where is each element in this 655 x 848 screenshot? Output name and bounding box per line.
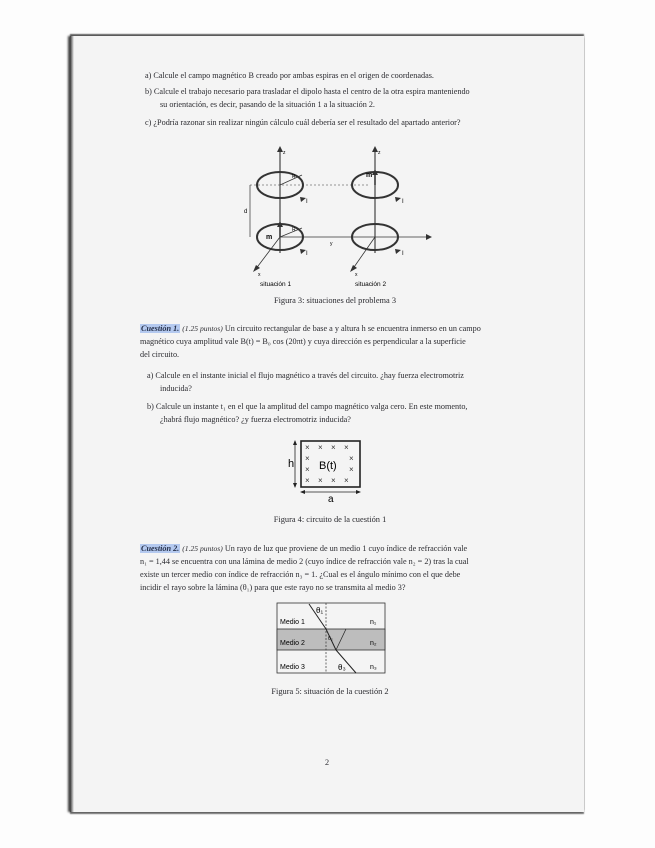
cuestion2-text: Un rayo de luz que proviene de un medio 1 cuyo índice de refracción vale xyxy=(224,544,468,553)
medio3-label: Medio 3 xyxy=(280,664,305,671)
item-marker: b) xyxy=(147,402,154,411)
item-text: Calcule un instante t₁ en el que la amplitud del campo magnético valga cero. En este momento, xyxy=(155,402,468,411)
label-I: I xyxy=(402,251,404,257)
label-d: d xyxy=(244,209,248,215)
arrowhead xyxy=(253,265,260,272)
item-marker: a) xyxy=(147,371,154,380)
field-cross: × xyxy=(349,454,354,463)
theta1-label: θ₁ xyxy=(316,606,324,615)
cuestion1-text: Un circuito rectangular de base a y altura h se encuentra inmerso en un campo xyxy=(224,324,481,333)
item-text: Calcule en el instante inicial el flujo magnético a través del circuito. ¿hay fuerza electromotriz xyxy=(155,371,464,380)
cuestion2-line2: n₁ = 1,44 se encuentra con una lámina de medio 2 (cuyo índice de refracción vale n₂ = 2) tras la cual xyxy=(140,557,469,566)
cuestion1-item-a xyxy=(147,370,464,381)
cuestion1-item-b-cont: ¿habrá flujo magnético? ¿y fuerza electromotriz inducida? xyxy=(160,415,351,424)
cuestion1-line2: magnético cuya amplitud vale B(t) = B₀ cos (20πt) y cuya dirección es perpendicular a la superficie xyxy=(140,337,466,346)
figure4-caption: Figura 4: circuito de la cuestión 1 xyxy=(273,515,387,524)
figure5-diagram xyxy=(276,602,388,676)
figure3-diagram xyxy=(230,145,440,293)
cuestion2-line4: incidir el rayo sobre la lámina (θ₁) para que este rayo no se transmita al medio 3? xyxy=(140,583,406,592)
cuestion2-line1 xyxy=(140,543,467,554)
problem3-item-a xyxy=(145,70,434,81)
field-cross: × xyxy=(305,476,310,485)
field-cross: × xyxy=(318,476,323,485)
cuestion1-line3: del circuito. xyxy=(140,350,180,359)
label-R: R xyxy=(292,227,296,233)
situation2-label: situación 2 xyxy=(355,281,387,288)
page-edge-shadow xyxy=(70,36,74,812)
cuestion1-item-a-cont: inducida? xyxy=(160,384,192,393)
cuestion2-line3: existe un tercer medio con índice de refracción n₃ = 1. ¿Cual es el ángulo mínimo con el que debe xyxy=(140,570,461,579)
field-cross: × xyxy=(349,465,354,474)
label-z: z xyxy=(378,150,381,156)
figure3-caption: Figura 3: situaciones del problema 3 xyxy=(273,296,397,305)
field-cross: × xyxy=(318,443,323,452)
label-y: y xyxy=(330,241,333,247)
label-I: I xyxy=(306,251,308,257)
n3-label: n₃ xyxy=(370,664,377,671)
item-marker: a) xyxy=(145,71,152,80)
cuestion1-title: Cuestión 1. xyxy=(141,324,180,333)
label-a: a xyxy=(328,494,334,504)
field-cross: × xyxy=(331,443,336,452)
cuestion2-points: (1.25 puntos) xyxy=(182,544,223,553)
field-cross: × xyxy=(344,443,349,452)
item-marker: b) xyxy=(145,87,152,96)
x-axis-sit2 xyxy=(352,237,375,270)
label-I: I xyxy=(402,199,404,205)
n2-label: n₂ xyxy=(370,640,377,647)
arrowhead xyxy=(293,440,297,445)
label-m: m xyxy=(266,234,273,241)
label-x: x xyxy=(355,272,358,278)
label-R: R xyxy=(292,174,296,180)
arrowhead xyxy=(356,490,361,494)
arrowhead xyxy=(300,490,305,494)
figure4-diagram xyxy=(285,438,365,504)
theta2-label: θ₂ xyxy=(328,636,333,642)
label-m: m xyxy=(366,172,373,179)
problem3-item-c xyxy=(145,117,461,128)
cuestion1-item-b xyxy=(147,401,467,412)
situation1-label: situación 1 xyxy=(260,281,292,288)
theta3-label: θ₃ xyxy=(338,663,346,672)
arrowhead xyxy=(350,265,357,272)
cuestion2-title: Cuestión 2. xyxy=(141,544,180,553)
radius-line xyxy=(280,228,302,237)
label-h: h xyxy=(288,458,295,470)
item-text: Calcule el trabajo necesario para trasladar el dipolo hasta el centro de la otra espira manteniendo xyxy=(153,87,470,96)
field-cross: × xyxy=(305,454,310,463)
problem3-item-b xyxy=(145,86,470,97)
medio2-label: Medio 2 xyxy=(280,640,305,647)
label-x: x xyxy=(258,272,261,278)
label-Bt: B(t) xyxy=(319,460,337,472)
problem3-item-b-cont: su orientación, es decir, pasando de la situación 1 a la situación 2. xyxy=(160,100,375,109)
figure5-caption: Figura 5: situación de la cuestión 2 xyxy=(271,687,389,696)
radius-line xyxy=(280,175,302,185)
field-cross: × xyxy=(344,476,349,485)
current-arrow xyxy=(395,249,401,254)
field-cross: × xyxy=(305,443,310,452)
arrowhead xyxy=(426,234,432,240)
label-z: z xyxy=(283,150,286,156)
cuestion1-points: (1.25 puntos) xyxy=(182,324,223,333)
field-cross: × xyxy=(331,476,336,485)
current-arrow xyxy=(395,197,401,202)
arrowhead xyxy=(293,483,297,488)
item-text: Calcule el campo magnético B creado por ambas espiras en el origen de coordenadas. xyxy=(153,71,434,80)
item-text: ¿Podría razonar sin realizar ningún cálculo cuál debería ser el resultado del apartado anterior? xyxy=(153,118,461,127)
item-marker: c) xyxy=(145,118,152,127)
n1-label: n₁ xyxy=(370,619,377,626)
cuestion1-line1 xyxy=(140,323,481,334)
label-I: I xyxy=(306,199,308,205)
field-cross: × xyxy=(305,465,310,474)
medio1-label: Medio 1 xyxy=(280,619,305,626)
page-number: 2 xyxy=(325,758,330,767)
